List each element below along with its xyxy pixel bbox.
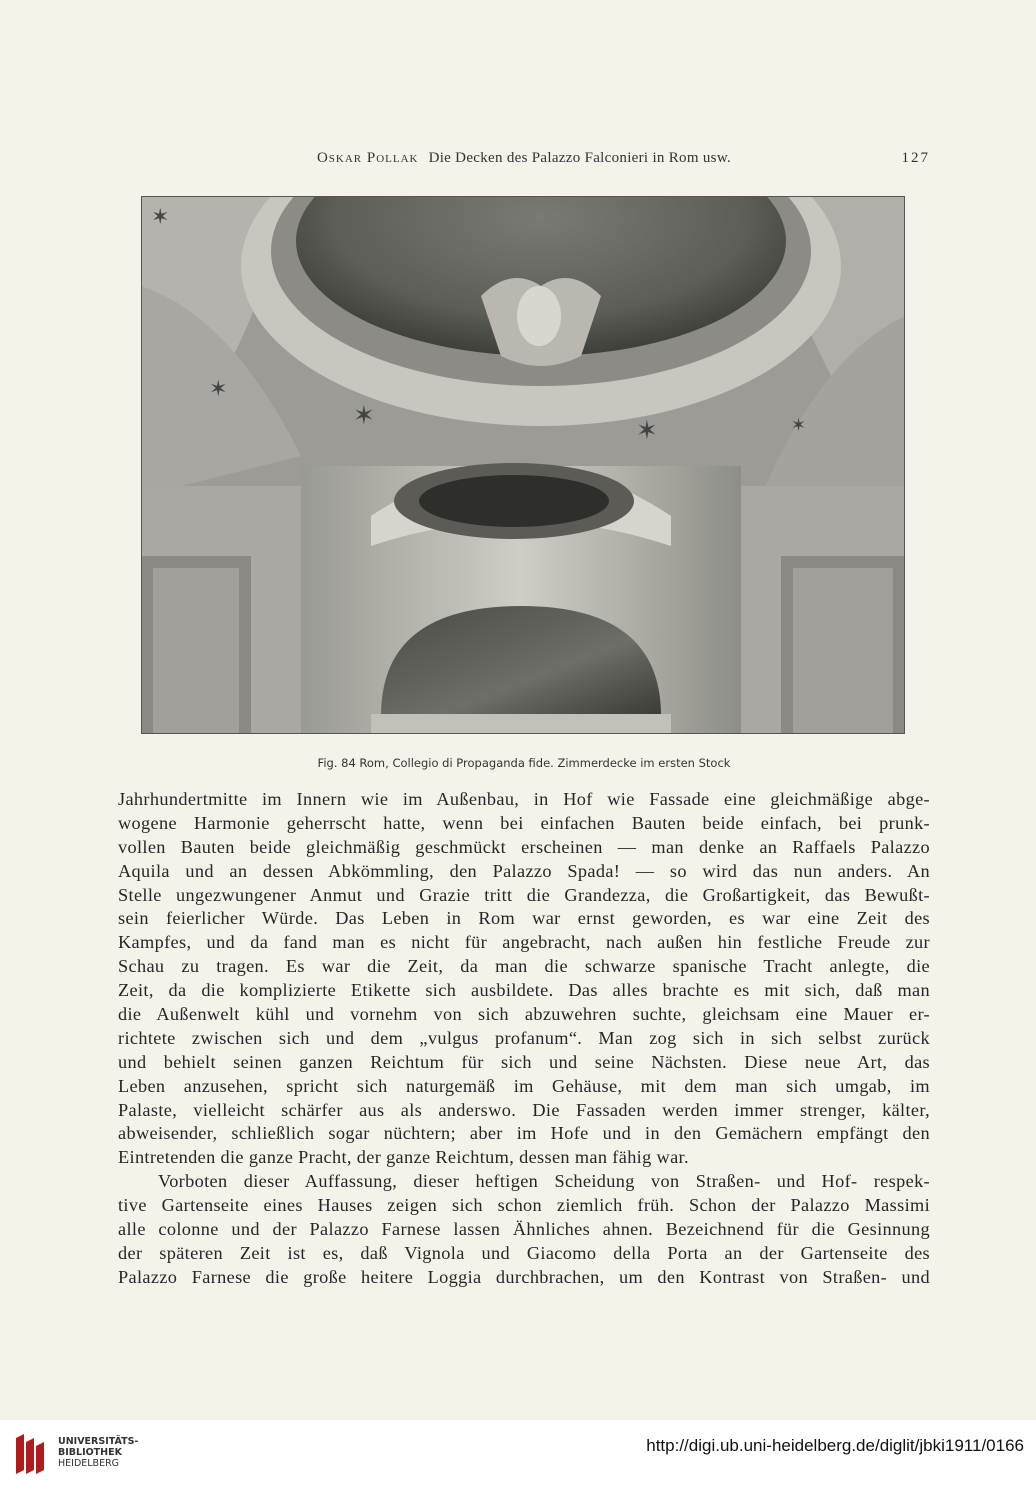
- svg-text:✶: ✶: [151, 205, 170, 230]
- text-line: tive Gartenseite eines Hauses zeigen sich schon ziemlich früh. Schon der Palazzo Massimi: [118, 1195, 930, 1216]
- university-library-logo-icon: [14, 1432, 48, 1476]
- source-url-link[interactable]: http://digi.ub.uni-heidelberg.de/diglit/jbki1911/0166: [646, 1436, 1024, 1455]
- library-name: UNIVERSITÄTS- BIBLIOTHEK HEIDELBERG: [58, 1436, 139, 1469]
- text-line: Jahrhundertmitte im Innern wie im Außenbau, in Hof wie Fassade eine gleichmäßige abge-: [118, 789, 930, 809]
- text-line: richtete zwischen sich und dem „vulgus profanum“. Man zog sich in sich selbst zurück: [118, 1027, 930, 1048]
- text-line: Schau zu tragen. Es war die Zeit, da man die schwarze spanische Tracht anlegte, die: [118, 956, 930, 977]
- page-footer: [0, 1420, 1036, 1490]
- text-line: wogene Harmonie geherrscht hatte, wenn bei einfachen Bauten beide einfach, bei prunk-: [118, 812, 930, 833]
- body-text: [118, 788, 930, 1290]
- text-line: vollen Bauten beide gleichmäßig geschmückt erscheinen — man denke an Raffaels Palazzo: [118, 836, 930, 857]
- text-line: Stelle ungezwungener Anmut und Grazie tritt die Grandezza, die Großartigkeit, das Bewußt-: [118, 884, 930, 905]
- text-line: abweisender, schließlich sogar nüchtern; aber im Hofe und in den Gemächern empfängt den: [118, 1123, 930, 1144]
- svg-text:✶: ✶: [636, 416, 658, 446]
- text-line: Palazzo Farnese die große heitere Loggia durchbrachen, um den Kontrast von Straßen- und: [118, 1266, 930, 1287]
- text-line: Aquila und an dessen Abkömmling, den Palazzo Spada! — so wird das nun anders. An: [118, 860, 930, 881]
- text-line: Zeit, da die komplizierte Etikette sich ausbildete. Das alles brachte es mit sich, daß man: [118, 980, 930, 1001]
- text-line: Eintretenden die ganze Pracht, der ganze Reichtum, dessen man fähig war.: [118, 1147, 689, 1168]
- text-line: die Außenwelt kühl und vornehm von sich abzuwehren suchte, gleichsam eine Mauer er-: [118, 1004, 930, 1025]
- running-head-author: Oskar Pollak: [316, 150, 419, 166]
- svg-text:✶: ✶: [353, 401, 375, 431]
- text-line: Palaste, vielleicht schärfer aus als anderswo. Die Fassaden werden immer strenger, kälter,: [118, 1099, 930, 1120]
- ceiling-photograph-drawing: [141, 196, 905, 734]
- text-line: alle colonne und der Palazzo Farnese lassen Ähnliches ahnen. Bezeichnend für die Gesinnung: [118, 1219, 930, 1240]
- text-line: Leben anzusehen, spricht sich naturgemäß im Gehäuse, mit dem man sich umgab, im: [118, 1075, 930, 1096]
- text-line: und behielt seinen ganzen Reichtum für sich und seine Nächsten. Diese neue Art, das: [118, 1051, 930, 1072]
- svg-text:✶: ✶: [791, 415, 807, 436]
- running-head-title: Die Decken des Palazzo Falconieri in Rom usw.: [428, 150, 732, 166]
- figure-caption: Fig. 84 Rom, Collegio di Propaganda fide. Zimmerdecke im ersten Stock: [317, 756, 731, 770]
- text-line: der späteren Zeit ist es, daß Vignola und Giacomo della Porta an der Gartenseite des: [118, 1242, 930, 1263]
- text-line: Kampfes, und da fand man es nicht für angebracht, nach außen hin festliche Freude zur: [118, 932, 930, 953]
- svg-text:✶: ✶: [209, 377, 228, 402]
- text-line: Vorboten dieser Auffassung, dieser heftigen Scheidung von Straßen- und Hof- respek-: [158, 1171, 930, 1192]
- text-line: sein feierlicher Würde. Das Leben in Rom war ernst geworden, es war eine Zeit des: [118, 908, 930, 929]
- ceiling-photograph: [141, 196, 905, 734]
- page-number: 127: [901, 150, 930, 166]
